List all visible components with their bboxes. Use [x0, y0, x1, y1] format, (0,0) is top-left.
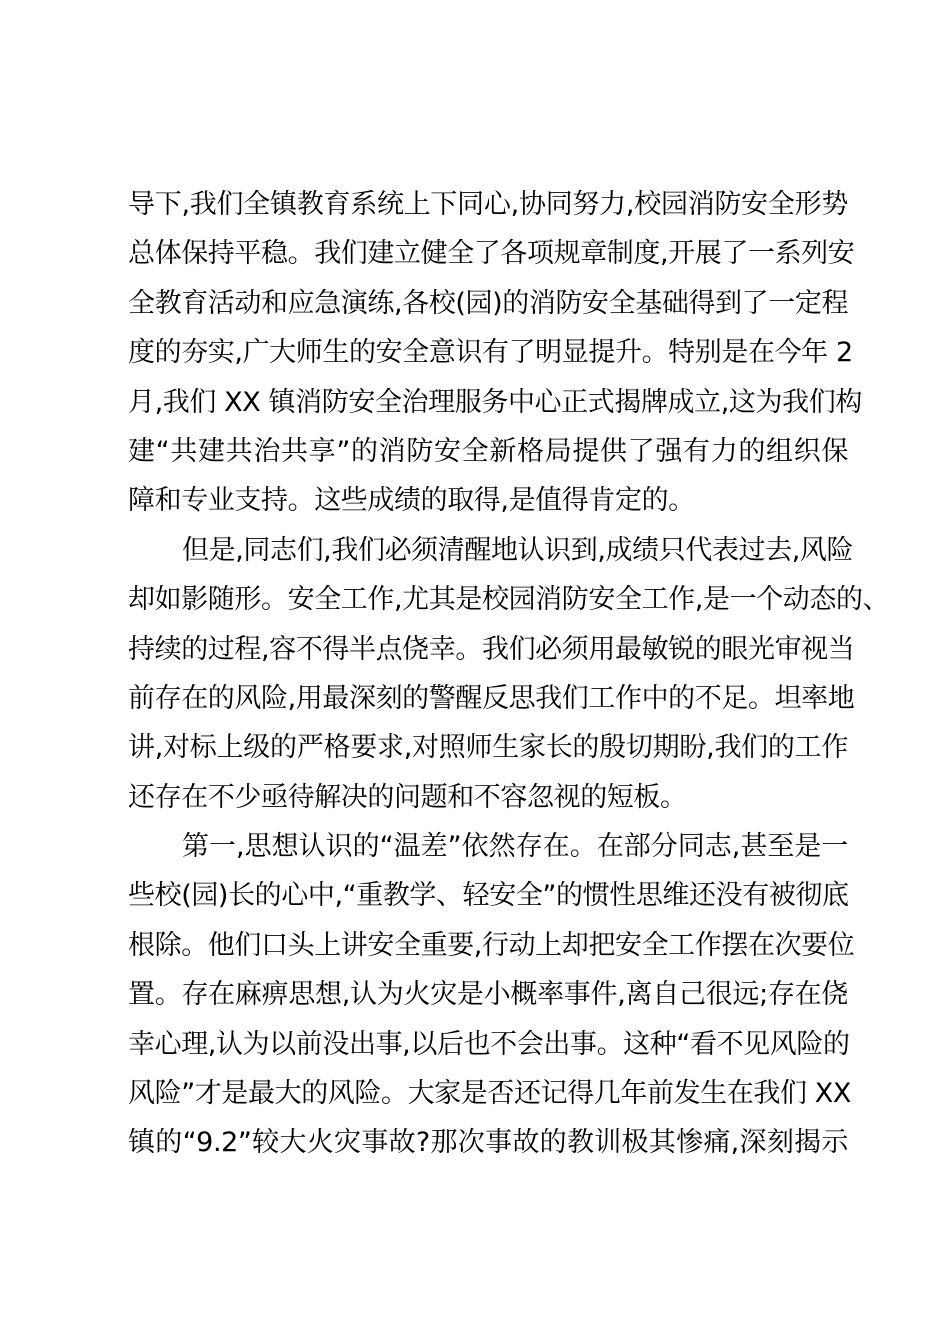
text-line: 度的夯实,广大师生的安全意识有了明显提升。特别是在今年 2	[128, 337, 853, 369]
text-line: 第一,思想认识的“温差”依然存在。在部分同志,甚至是一	[182, 831, 848, 863]
text-line: 前存在的风险,用最深刻的警醒反思我们工作中的不足。坦率地	[128, 682, 855, 714]
text-line: 持续的过程,容不得半点侥幸。我们必须用最敏锐的眼光审视当	[128, 633, 855, 665]
text-line: 讲,对标上级的严格要求,对照师生家长的殷切期盼,我们的工作	[128, 732, 848, 764]
text-line: 建“共建共治共享”的消防安全新格局提供了强有力的组织保	[128, 435, 848, 467]
text-line: 根除。他们口头上讲安全重要,行动上却把安全工作摆在次要位	[128, 929, 855, 961]
body-text	[128, 180, 890, 1168]
text-line: 些校(园)长的心中,“重教学、轻安全”的惯性思维还没有被彻底	[128, 880, 849, 912]
text-line: 还存在不少亟待解决的问题和不容忽视的短板。	[128, 781, 687, 813]
text-line: 镇的“9.2”较大火灾事故?那次事故的教训极其惨痛,深刻揭示	[128, 1127, 848, 1159]
text-line: 幸心理,认为以前没出事,以后也不会出事。这种“看不见风险的	[128, 1028, 850, 1060]
text-line: 全教育活动和应急演练,各校(园)的消防安全基础得到了一定程	[128, 287, 849, 319]
text-line: 导下,我们全镇教育系统上下同心,协同努力,校园消防安全形势	[128, 189, 848, 220]
text-line: 月,我们 XX 镇消防安全治理服务中心正式揭牌成立,这为我们构	[128, 386, 862, 418]
text-line: 总体保持平稳。我们建立健全了各项规章制度,开展了一系列安	[128, 238, 855, 270]
text-line: 置。存在麻痹思想,认为火灾是小概率事件,离自己很远;存在侥	[128, 979, 848, 1011]
text-line: 却如影随形。安全工作,尤其是校园消防安全工作,是一个动态的、	[128, 584, 890, 616]
text-line: 障和专业支持。这些成绩的取得,是值得肯定的。	[128, 485, 695, 517]
text-line: 风险”才是最大的风险。大家是否还记得几年前发生在我们 XX	[128, 1078, 851, 1110]
text-line: 但是,同志们,我们必须清醒地认识到,成绩只代表过去,风险	[182, 534, 854, 566]
